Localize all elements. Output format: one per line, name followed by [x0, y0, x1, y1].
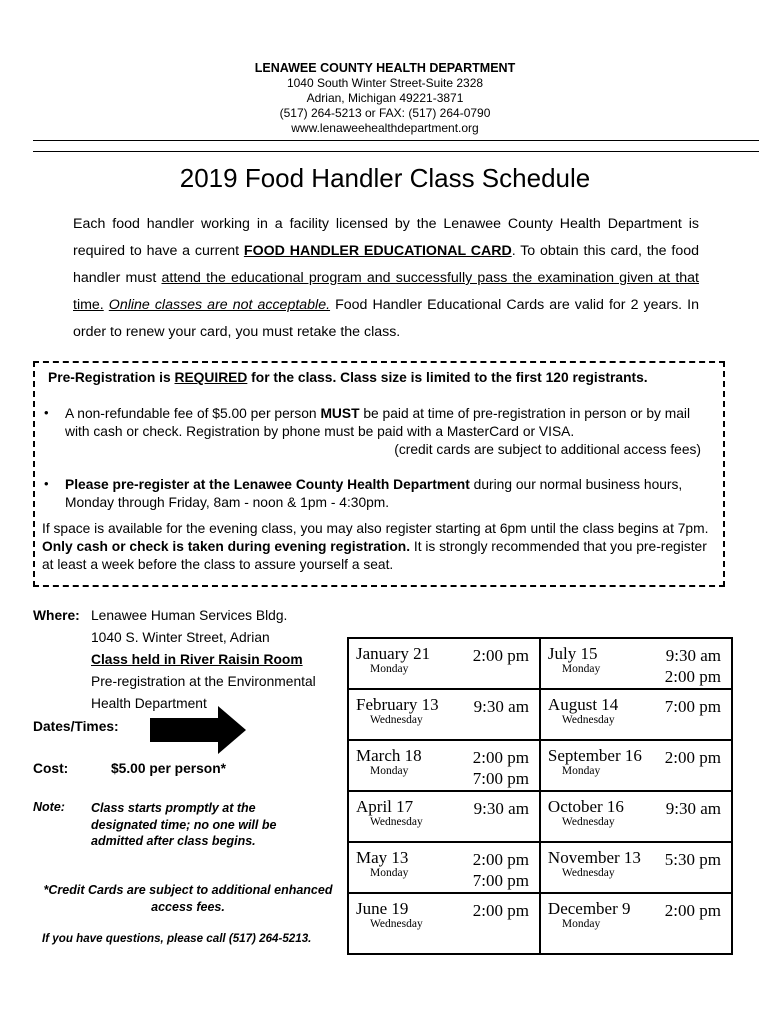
class-date: May 13: [356, 848, 409, 867]
class-time: 9:30 am: [665, 646, 721, 665]
address-street: 1040 South Winter Street-Suite 2328: [286, 76, 484, 90]
requirement-text: attend the educational program and successfully pass the examination given at that time.: [73, 270, 699, 313]
class-time: 9:30 am: [473, 697, 529, 716]
header-divider-bottom: [33, 151, 759, 152]
schedule-cell: [348, 740, 540, 791]
class-time: 2:00 pm: [472, 901, 529, 920]
class-weekday: Monday: [561, 918, 601, 930]
class-date: September 16: [547, 746, 642, 765]
schedule-cell: [348, 842, 540, 893]
questions-contact: If you have questions, please call (517) 264-5213.: [42, 932, 312, 945]
bullet-icon: •: [44, 476, 49, 491]
class-date: June 19: [356, 899, 409, 918]
class-times: [666, 798, 721, 819]
evening-bold: Only cash or check is taken during evening registration.: [42, 539, 411, 554]
class-times: [473, 747, 529, 789]
preregister-bullet: [65, 476, 705, 512]
online-notice: Online classes are not acceptable.: [108, 297, 331, 313]
class-time: 7:00 pm: [472, 769, 529, 788]
class-date: February 13: [356, 695, 439, 714]
reg-title-b: for the class. Class size is limited to the first 120 registrants.: [247, 370, 648, 385]
class-time: 2:00 pm: [472, 646, 529, 665]
preregister-bold: Please pre-register at the Lenawee County Health Department: [65, 477, 470, 492]
schedule-row: [348, 740, 732, 791]
preregister-hours: during our normal business hours, Monday through Friday, 8am - noon & 1pm - 4:30pm.: [65, 477, 683, 510]
class-weekday: Wednesday: [370, 714, 423, 726]
schedule-cell: [348, 893, 540, 954]
class-times: [474, 798, 529, 819]
where-street: 1040 S. Winter Street, Adrian: [91, 630, 270, 645]
evening-registration: [42, 520, 712, 574]
cost-label: Cost:: [33, 761, 69, 776]
class-times: [473, 849, 529, 891]
class-date: December 9: [547, 899, 631, 918]
schedule-cell: [348, 638, 540, 689]
letterhead: [0, 61, 770, 136]
credit-card-note: *Credit Cards are subject to additional enhanced access fees.: [43, 883, 333, 914]
fee-text-a: A non-refundable fee of $5.00 per person: [65, 406, 321, 421]
schedule-table: [347, 637, 733, 955]
schedule-row: [348, 893, 732, 954]
page-title: 2019 Food Handler Class Schedule: [179, 163, 591, 193]
class-weekday: Wednesday: [561, 714, 615, 726]
class-weekday: Wednesday: [561, 816, 615, 828]
class-times: [665, 849, 721, 870]
required-word: REQUIRED: [174, 370, 248, 385]
class-time: 5:30 pm: [664, 850, 721, 869]
class-times: [665, 696, 721, 717]
schedule-cell: [348, 689, 540, 740]
class-weekday: Wednesday: [370, 816, 423, 828]
class-date: April 17: [356, 797, 414, 816]
reg-title-a: Pre-Registration is: [48, 370, 175, 385]
class-time: 9:30 am: [473, 799, 529, 818]
schedule-cell: [540, 689, 732, 740]
phone-fax: (517) 264-5213 or FAX: (517) 264-0790: [279, 106, 491, 120]
class-time: 2:00 pm: [472, 748, 529, 767]
class-weekday: Wednesday: [370, 918, 423, 930]
class-time: 7:00 pm: [664, 697, 721, 716]
class-times: [473, 645, 529, 666]
fee-bullet: [65, 405, 705, 459]
schedule-row: [348, 638, 732, 689]
class-times: [473, 900, 529, 921]
class-time: 9:30 am: [665, 799, 721, 818]
where-department: Health Department: [91, 696, 207, 711]
class-date: January 21: [356, 644, 431, 663]
schedule-cell: [540, 791, 732, 842]
intro-text-1: Each food handler working in a facility licensed by the Lenawee County Health Department is required to have a current: [73, 216, 699, 259]
org-name: LENAWEE COUNTY HEALTH DEPARTMENT: [254, 61, 516, 75]
schedule-cell: [348, 791, 540, 842]
class-times: [474, 696, 529, 717]
note-label: Note:: [33, 800, 65, 814]
class-time: 2:00 pm: [664, 748, 721, 767]
fee-must: MUST: [320, 406, 360, 421]
class-weekday: Monday: [370, 867, 409, 879]
cost-value: $5.00 per person*: [111, 761, 227, 776]
class-weekday: Monday: [561, 663, 601, 675]
intro-paragraph: [73, 211, 699, 346]
intro-text-4: Food Handler Educational Cards are valid for 2 years. In order to renew your card, you must retake the class.: [73, 297, 699, 340]
where-room: Class held in River Raisin Room: [91, 652, 303, 667]
class-date: July 15: [547, 644, 598, 663]
class-time: 7:00 pm: [472, 871, 529, 890]
class-weekday: Monday: [370, 765, 409, 777]
card-name: FOOD HANDLER EDUCATIONAL CARD: [243, 243, 512, 259]
where-prereg: Pre-registration at the Environmental: [91, 674, 316, 689]
schedule-cell: [540, 893, 732, 954]
where-label: Where:: [33, 608, 80, 623]
class-date: November 13: [547, 848, 641, 867]
schedule-cell: [540, 740, 732, 791]
class-weekday: Monday: [370, 663, 409, 675]
header-divider-top: [33, 140, 759, 141]
schedule-row: [348, 842, 732, 893]
arrow-right-icon: [148, 705, 248, 755]
credit-card-fee-note: (credit cards are subject to additional access fees): [394, 442, 701, 457]
address-city: Adrian, Michigan 49221-3871: [306, 91, 464, 105]
class-weekday: Wednesday: [561, 867, 615, 879]
bullet-icon: •: [44, 405, 49, 420]
class-date: March 18: [356, 746, 422, 765]
class-time: 2:00 pm: [664, 667, 721, 686]
class-times: [665, 747, 721, 768]
schedule-cell: [540, 638, 732, 689]
intro-text-2: . To obtain this card, the food handler must: [73, 243, 699, 286]
class-times: [665, 900, 721, 921]
class-weekday: Monday: [561, 765, 601, 777]
schedule-row: [348, 791, 732, 842]
dates-times-label: Dates/Times:: [33, 719, 119, 734]
where-building: Lenawee Human Services Bldg.: [91, 608, 288, 623]
schedule-row: [348, 689, 732, 740]
website: www.lenaweehealthdepartment.org: [291, 121, 479, 135]
class-times: [665, 645, 721, 687]
evening-text-a: If space is available for the evening class, you may also register starting at 6pm until the class begins at 7pm.: [42, 521, 709, 536]
class-date: August 14: [547, 695, 619, 714]
class-date: October 16: [547, 797, 624, 816]
class-time: 2:00 pm: [472, 850, 529, 869]
class-time: 2:00 pm: [664, 901, 721, 920]
fee-text-b: be paid at time of pre-registration in person or by mail with cash or check. Registration by phone must be paid with a MasterCard or VISA.: [65, 406, 691, 439]
evening-text-b: It is strongly recommended that you pre-register at least a week before the class to assure yourself a seat.: [42, 539, 707, 572]
note-text: Class starts promptly at the designated time; no one will be admitted after class begins.: [91, 801, 277, 848]
schedule-cell: [540, 842, 732, 893]
registration-title: [48, 369, 648, 387]
